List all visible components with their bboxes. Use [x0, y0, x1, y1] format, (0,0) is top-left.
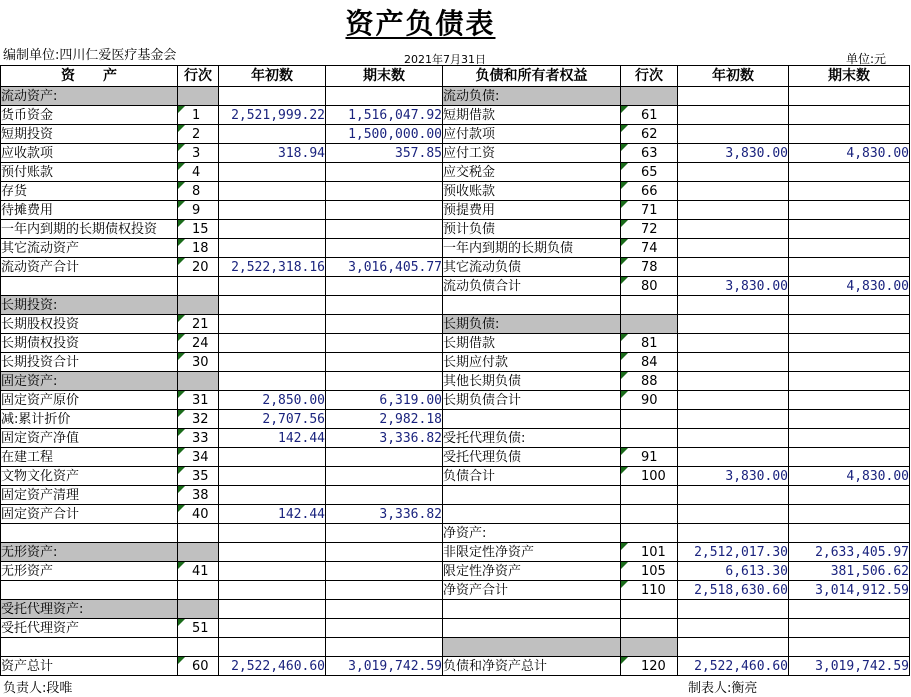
header-end-2: 期末数 [789, 66, 910, 87]
liability-begin-value [678, 353, 789, 372]
table-row [1, 600, 910, 619]
asset-begin-value [219, 600, 326, 619]
liability-begin-value [678, 87, 789, 106]
asset-name: 固定资产原价 [1, 391, 178, 410]
table-row [1, 163, 910, 182]
liability-begin-value [678, 619, 789, 638]
liability-begin-value [678, 201, 789, 220]
liability-name [443, 296, 621, 315]
liability-line-no: 120 [621, 657, 678, 676]
liability-name: 净资产: [443, 524, 621, 543]
liability-end-value [789, 163, 910, 182]
asset-end-value [326, 239, 443, 258]
asset-end-value [326, 524, 443, 543]
asset-name: 长期投资: [1, 296, 178, 315]
asset-line-no: 9 [178, 201, 219, 220]
table-row [1, 182, 910, 201]
asset-line-no: 32 [178, 410, 219, 429]
asset-end-value [326, 334, 443, 353]
liability-begin-value [678, 315, 789, 334]
liability-line-no: 84 [621, 353, 678, 372]
asset-end-value [326, 581, 443, 600]
liability-end-value [789, 505, 910, 524]
asset-name: 固定资产: [1, 372, 178, 391]
table-row [1, 657, 910, 676]
asset-line-no [178, 87, 219, 106]
liability-name [443, 600, 621, 619]
liability-name: 短期借款 [443, 106, 621, 125]
asset-name [1, 524, 178, 543]
liability-begin-value [678, 220, 789, 239]
liability-line-no: 105 [621, 562, 678, 581]
liability-line-no: 81 [621, 334, 678, 353]
asset-begin-value: 2,707.56 [219, 410, 326, 429]
asset-line-no: 34 [178, 448, 219, 467]
liability-name: 其他长期负债 [443, 372, 621, 391]
liability-begin-value: 6,613.30 [678, 562, 789, 581]
liability-begin-value [678, 448, 789, 467]
asset-line-no: 3 [178, 144, 219, 163]
liability-end-value [789, 334, 910, 353]
asset-line-no [178, 296, 219, 315]
table-row [1, 391, 910, 410]
liability-begin-value [678, 391, 789, 410]
asset-line-no [178, 543, 219, 562]
liability-end-value [789, 239, 910, 258]
liability-end-value [789, 201, 910, 220]
liability-begin-value [678, 296, 789, 315]
asset-name: 一年内到期的长期债权投资 [1, 220, 178, 239]
asset-begin-value [219, 87, 326, 106]
asset-line-no: 35 [178, 467, 219, 486]
liability-name: 非限定性净资产 [443, 543, 621, 562]
table-row [1, 258, 910, 277]
table-row [1, 315, 910, 334]
table-row [1, 581, 910, 600]
liability-name: 其它流动负债 [443, 258, 621, 277]
liability-begin-value [678, 258, 789, 277]
asset-end-value [326, 87, 443, 106]
liability-end-value: 4,830.00 [789, 277, 910, 296]
liability-line-no: 62 [621, 125, 678, 144]
asset-name: 固定资产净值 [1, 429, 178, 448]
liability-end-value [789, 125, 910, 144]
liability-name: 一年内到期的长期负债 [443, 239, 621, 258]
liability-begin-value: 3,830.00 [678, 467, 789, 486]
liability-name: 长期应付款 [443, 353, 621, 372]
liability-end-value: 2,633,405.97 [789, 543, 910, 562]
liability-name: 应交税金 [443, 163, 621, 182]
liability-name: 受托代理负债 [443, 448, 621, 467]
liability-line-no: 100 [621, 467, 678, 486]
liability-line-no: 63 [621, 144, 678, 163]
asset-begin-value [219, 353, 326, 372]
asset-end-value [326, 638, 443, 657]
liability-name [443, 638, 621, 657]
asset-name: 其它流动资产 [1, 239, 178, 258]
asset-name: 受托代理资产 [1, 619, 178, 638]
report-date: 2021年7月31日 [404, 53, 486, 66]
liability-line-no [621, 87, 678, 106]
liability-line-no [621, 619, 678, 638]
liability-name: 流动负债: [443, 87, 621, 106]
asset-name: 减:累计折价 [1, 410, 178, 429]
liability-end-value: 3,019,742.59 [789, 657, 910, 676]
table-row [1, 410, 910, 429]
liability-begin-value [678, 505, 789, 524]
liability-line-no [621, 315, 678, 334]
liability-line-no: 78 [621, 258, 678, 277]
asset-line-no [178, 372, 219, 391]
liability-name: 流动负债合计 [443, 277, 621, 296]
org-label: 编制单位:四川仁爱医疗基金会 [3, 48, 177, 63]
liability-end-value [789, 315, 910, 334]
asset-begin-value [219, 543, 326, 562]
liability-end-value [789, 87, 910, 106]
asset-end-value: 3,019,742.59 [326, 657, 443, 676]
liability-begin-value [678, 125, 789, 144]
asset-begin-value [219, 467, 326, 486]
asset-begin-value [219, 315, 326, 334]
asset-line-no: 15 [178, 220, 219, 239]
asset-line-no: 21 [178, 315, 219, 334]
asset-begin-value [219, 372, 326, 391]
asset-name: 待摊费用 [1, 201, 178, 220]
liability-name: 应付工资 [443, 144, 621, 163]
liability-name: 预收账款 [443, 182, 621, 201]
table-row [1, 106, 910, 125]
asset-line-no: 38 [178, 486, 219, 505]
preparer: 制表人:衡亮 [688, 681, 758, 696]
unit-label: 单位:元 [846, 52, 887, 66]
asset-begin-value [219, 562, 326, 581]
liability-begin-value [678, 600, 789, 619]
liability-line-no: 61 [621, 106, 678, 125]
asset-name: 固定资产清理 [1, 486, 178, 505]
asset-line-no: 4 [178, 163, 219, 182]
asset-line-no: 8 [178, 182, 219, 201]
asset-begin-value: 2,850.00 [219, 391, 326, 410]
table-row [1, 144, 910, 163]
asset-name: 受托代理资产: [1, 600, 178, 619]
asset-line-no: 20 [178, 258, 219, 277]
asset-begin-value [219, 239, 326, 258]
table-row [1, 220, 910, 239]
header-end: 期末数 [326, 66, 443, 87]
asset-name: 长期投资合计 [1, 353, 178, 372]
liability-line-no [621, 296, 678, 315]
asset-begin-value: 318.94 [219, 144, 326, 163]
asset-begin-value: 2,521,999.22 [219, 106, 326, 125]
asset-line-no [178, 277, 219, 296]
liability-end-value [789, 296, 910, 315]
liability-line-no: 65 [621, 163, 678, 182]
liability-name [443, 505, 621, 524]
asset-begin-value [219, 486, 326, 505]
table-row [1, 638, 910, 657]
asset-end-value [326, 372, 443, 391]
header-asset: 资 产 [1, 66, 178, 87]
asset-name: 短期投资 [1, 125, 178, 144]
asset-begin-value [219, 619, 326, 638]
liability-name: 长期借款 [443, 334, 621, 353]
liability-name: 受托代理负债: [443, 429, 621, 448]
table-row [1, 277, 910, 296]
asset-name: 货币资金 [1, 106, 178, 125]
asset-end-value [326, 619, 443, 638]
table-row [1, 543, 910, 562]
asset-line-no: 30 [178, 353, 219, 372]
asset-name [1, 638, 178, 657]
asset-name [1, 581, 178, 600]
liability-line-no [621, 600, 678, 619]
table-row [1, 296, 910, 315]
asset-line-no: 31 [178, 391, 219, 410]
asset-begin-value: 142.44 [219, 429, 326, 448]
liability-end-value [789, 524, 910, 543]
asset-end-value [326, 486, 443, 505]
liability-line-no: 101 [621, 543, 678, 562]
liability-line-no: 91 [621, 448, 678, 467]
asset-end-value: 1,516,047.92 [326, 106, 443, 125]
asset-line-no [178, 638, 219, 657]
table-row [1, 125, 910, 144]
asset-end-value [326, 201, 443, 220]
asset-end-value: 6,319.00 [326, 391, 443, 410]
liability-line-no [621, 524, 678, 543]
table-row [1, 524, 910, 543]
asset-begin-value [219, 182, 326, 201]
asset-name: 无形资产: [1, 543, 178, 562]
liability-end-value: 4,830.00 [789, 467, 910, 486]
liability-begin-value [678, 163, 789, 182]
asset-name: 无形资产 [1, 562, 178, 581]
liability-name: 预提费用 [443, 201, 621, 220]
report-title: 资产负债表 [345, 7, 496, 40]
asset-line-no: 41 [178, 562, 219, 581]
liability-end-value [789, 258, 910, 277]
liability-line-no: 88 [621, 372, 678, 391]
liability-line-no [621, 429, 678, 448]
liability-name: 长期负债合计 [443, 391, 621, 410]
asset-name: 长期股权投资 [1, 315, 178, 334]
liability-end-value: 381,506.62 [789, 562, 910, 581]
liability-line-no: 80 [621, 277, 678, 296]
table-body [1, 87, 910, 676]
liability-end-value [789, 486, 910, 505]
liability-name: 长期负债: [443, 315, 621, 334]
asset-begin-value [219, 220, 326, 239]
asset-begin-value [219, 638, 326, 657]
asset-end-value [326, 277, 443, 296]
asset-begin-value: 142.44 [219, 505, 326, 524]
header-liability: 负债和所有者权益 [443, 66, 621, 87]
liability-end-value [789, 106, 910, 125]
asset-begin-value: 2,522,460.60 [219, 657, 326, 676]
asset-end-value [326, 163, 443, 182]
header-line-2: 行次 [621, 66, 678, 87]
table-row [1, 334, 910, 353]
table-row [1, 467, 910, 486]
asset-line-no: 33 [178, 429, 219, 448]
asset-begin-value [219, 201, 326, 220]
liability-begin-value: 3,830.00 [678, 144, 789, 163]
responsible-person: 负责人:段唯 [3, 681, 73, 696]
asset-begin-value [219, 277, 326, 296]
asset-name: 资产总计 [1, 657, 178, 676]
asset-end-value: 3,336.82 [326, 505, 443, 524]
asset-end-value: 3,336.82 [326, 429, 443, 448]
asset-line-no: 60 [178, 657, 219, 676]
liability-begin-value: 2,512,017.30 [678, 543, 789, 562]
liability-begin-value [678, 106, 789, 125]
liability-line-no: 66 [621, 182, 678, 201]
liability-line-no: 71 [621, 201, 678, 220]
asset-begin-value: 2,522,318.16 [219, 258, 326, 277]
liability-name: 净资产合计 [443, 581, 621, 600]
asset-name: 存货 [1, 182, 178, 201]
asset-end-value [326, 182, 443, 201]
liability-end-value [789, 353, 910, 372]
asset-line-no: 51 [178, 619, 219, 638]
liability-line-no: 90 [621, 391, 678, 410]
liability-begin-value [678, 372, 789, 391]
header-row [1, 66, 910, 87]
asset-line-no: 18 [178, 239, 219, 258]
asset-name: 文物文化资产 [1, 467, 178, 486]
liability-begin-value [678, 524, 789, 543]
liability-end-value [789, 429, 910, 448]
liability-end-value: 3,014,912.59 [789, 581, 910, 600]
balance-sheet-table [0, 65, 910, 676]
asset-end-value [326, 353, 443, 372]
liability-name: 负债和净资产总计 [443, 657, 621, 676]
liability-begin-value [678, 182, 789, 201]
liability-line-no: 74 [621, 239, 678, 258]
asset-begin-value [219, 125, 326, 144]
asset-line-no: 40 [178, 505, 219, 524]
liability-begin-value [678, 410, 789, 429]
asset-begin-value [219, 581, 326, 600]
header-begin-2: 年初数 [678, 66, 789, 87]
liability-end-value [789, 619, 910, 638]
asset-name: 流动资产: [1, 87, 178, 106]
table-row [1, 429, 910, 448]
asset-end-value [326, 600, 443, 619]
liability-end-value [789, 220, 910, 239]
asset-name [1, 277, 178, 296]
asset-name: 预付账款 [1, 163, 178, 182]
asset-end-value: 357.85 [326, 144, 443, 163]
table-row [1, 87, 910, 106]
asset-end-value [326, 296, 443, 315]
asset-name: 长期债权投资 [1, 334, 178, 353]
liability-name [443, 619, 621, 638]
liability-begin-value [678, 429, 789, 448]
table-row [1, 201, 910, 220]
asset-end-value [326, 467, 443, 486]
asset-line-no [178, 524, 219, 543]
asset-begin-value [219, 524, 326, 543]
liability-begin-value [678, 638, 789, 657]
liability-name [443, 486, 621, 505]
liability-name: 预计负债 [443, 220, 621, 239]
table-row [1, 486, 910, 505]
asset-begin-value [219, 296, 326, 315]
liability-begin-value [678, 334, 789, 353]
table-row [1, 239, 910, 258]
asset-line-no: 2 [178, 125, 219, 144]
asset-end-value [326, 315, 443, 334]
table-row [1, 619, 910, 638]
asset-line-no: 1 [178, 106, 219, 125]
liability-end-value [789, 600, 910, 619]
asset-begin-value [219, 334, 326, 353]
liability-begin-value [678, 486, 789, 505]
liability-line-no [621, 410, 678, 429]
table-row [1, 448, 910, 467]
liability-begin-value: 3,830.00 [678, 277, 789, 296]
liability-name: 负债合计 [443, 467, 621, 486]
liability-end-value [789, 410, 910, 429]
table-row [1, 372, 910, 391]
liability-line-no: 110 [621, 581, 678, 600]
liability-begin-value: 2,518,630.60 [678, 581, 789, 600]
asset-begin-value [219, 163, 326, 182]
asset-name: 流动资产合计 [1, 258, 178, 277]
liability-line-no [621, 638, 678, 657]
liability-begin-value: 2,522,460.60 [678, 657, 789, 676]
asset-name: 应收款项 [1, 144, 178, 163]
table-row [1, 505, 910, 524]
liability-line-no: 72 [621, 220, 678, 239]
liability-end-value [789, 182, 910, 201]
liability-name [443, 410, 621, 429]
liability-end-value [789, 448, 910, 467]
header-begin: 年初数 [219, 66, 326, 87]
asset-end-value [326, 448, 443, 467]
asset-end-value [326, 543, 443, 562]
table-row [1, 353, 910, 372]
asset-end-value: 1,500,000.00 [326, 125, 443, 144]
liability-name: 限定性净资产 [443, 562, 621, 581]
table-row [1, 562, 910, 581]
liability-name: 应付款项 [443, 125, 621, 144]
asset-line-no [178, 600, 219, 619]
asset-end-value: 3,016,405.77 [326, 258, 443, 277]
liability-line-no [621, 486, 678, 505]
asset-end-value: 2,982.18 [326, 410, 443, 429]
asset-line-no: 24 [178, 334, 219, 353]
liability-begin-value [678, 239, 789, 258]
liability-end-value [789, 391, 910, 410]
liability-end-value [789, 372, 910, 391]
asset-begin-value [219, 448, 326, 467]
asset-name: 固定资产合计 [1, 505, 178, 524]
asset-name: 在建工程 [1, 448, 178, 467]
header-line: 行次 [178, 66, 219, 87]
asset-line-no [178, 581, 219, 600]
asset-end-value [326, 220, 443, 239]
liability-end-value [789, 638, 910, 657]
asset-end-value [326, 562, 443, 581]
liability-end-value: 4,830.00 [789, 144, 910, 163]
liability-line-no [621, 505, 678, 524]
